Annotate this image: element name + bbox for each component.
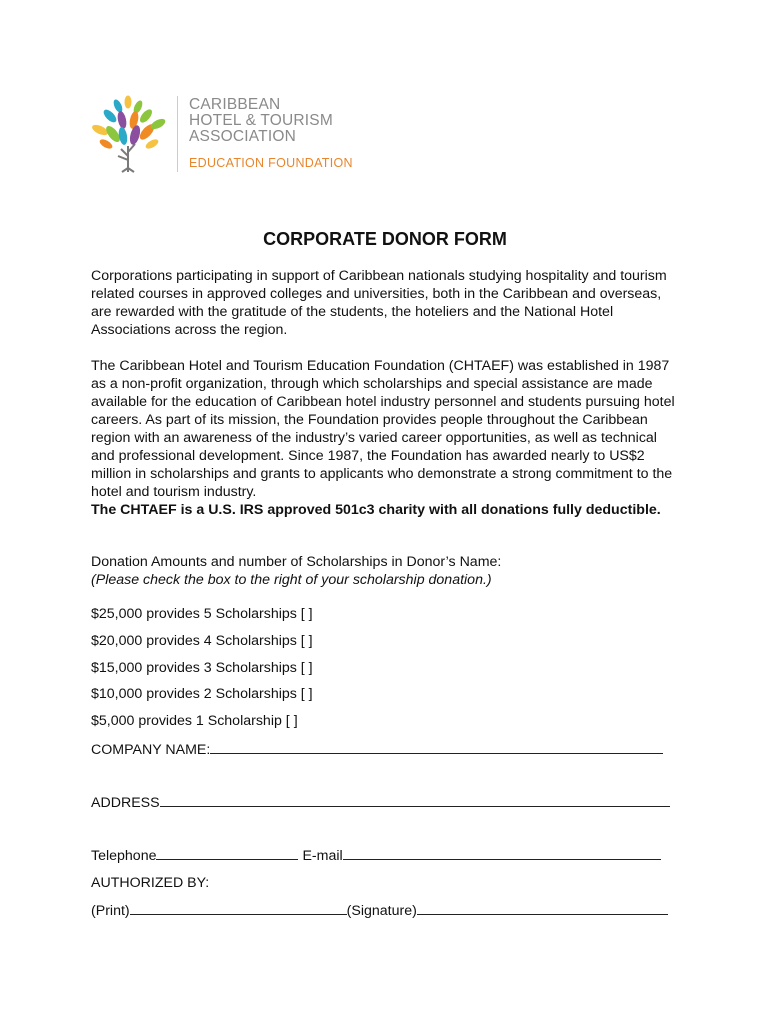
donation-option-5000[interactable]: $5,000 provides 1 Scholarship [ ]	[91, 713, 298, 729]
contact-row	[91, 847, 661, 864]
tax-note: The CHTAEF is a U.S. IRS approved 501c3 charity with all donations fully deductible.	[91, 502, 661, 518]
donation-heading: Donation Amounts and number of Scholarships in Donor’s Name:	[91, 554, 502, 570]
donation-instruction: (Please check the box to the right of your scholarship donation.)	[91, 572, 492, 588]
print-label: (Print)	[91, 903, 130, 919]
donation-option-25000[interactable]: $25,000 provides 5 Scholarships [ ]	[91, 606, 313, 622]
signature-input[interactable]	[417, 902, 668, 915]
donation-option-10000[interactable]: $10,000 provides 2 Scholarships [ ]	[91, 686, 313, 702]
company-name-input[interactable]	[210, 741, 663, 754]
org-name-line-3: ASSOCIATION	[189, 128, 296, 145]
form-title: CORPORATE DONOR FORM	[263, 229, 507, 249]
print-name-input[interactable]	[130, 902, 347, 915]
intro-paragraph: Corporations participating in support of Caribbean nationals studying hospitality and tourism related courses in approved colleges and universities, both in the Caribbean and overseas, are rewarded with the gratitude of the students, the hoteliers and the National Hotel Associations across the region.	[91, 268, 667, 338]
foundation-name: EDUCATION FOUNDATION	[189, 156, 353, 170]
donation-option-15000[interactable]: $15,000 provides 3 Scholarships [ ]	[91, 660, 313, 676]
org-name-line-1: CARIBBEAN	[189, 96, 281, 113]
email-label: E-mail	[302, 848, 343, 864]
authorization-row	[91, 902, 668, 919]
address-label: ADDRESS	[91, 795, 160, 811]
authorized-by-label: AUTHORIZED BY:	[91, 875, 210, 891]
company-name-label: COMPANY NAME:	[91, 742, 211, 758]
telephone-input[interactable]	[156, 847, 298, 860]
signature-label: (Signature)	[346, 903, 417, 919]
email-input[interactable]	[343, 847, 661, 860]
address-row	[91, 794, 670, 811]
tree-logo-icon	[88, 94, 170, 176]
about-paragraph: The Caribbean Hotel and Tourism Education Foundation (CHTAEF) was established in 1987 as a non-profit organization, through which scholarships and special assistance are made available for the education of Caribbean hotel industry personnel and students pursuing hotel careers. As part of its mission, the Foundation provides people throughout the Caribbean region with an awareness of the industry’s varied career opportunities, as well as technical and professional development. Since 1987, the Foundation has awarded nearly to US$2 million in scholarships and grants to applicants who demonstrate a strong commitment to the hotel and tourism industry.	[91, 358, 675, 500]
org-name-line-2: HOTEL & TOURISM	[189, 112, 333, 129]
donation-option-20000[interactable]: $20,000 provides 4 Scholarships [ ]	[91, 633, 313, 649]
company-name-row	[91, 741, 663, 758]
org-name	[189, 97, 333, 145]
foundation-logo	[88, 94, 358, 178]
donation-section-heading	[91, 553, 681, 589]
about-section	[91, 357, 681, 519]
address-input[interactable]	[160, 794, 670, 807]
logo-divider	[177, 96, 178, 172]
telephone-label: Telephone	[91, 848, 157, 864]
